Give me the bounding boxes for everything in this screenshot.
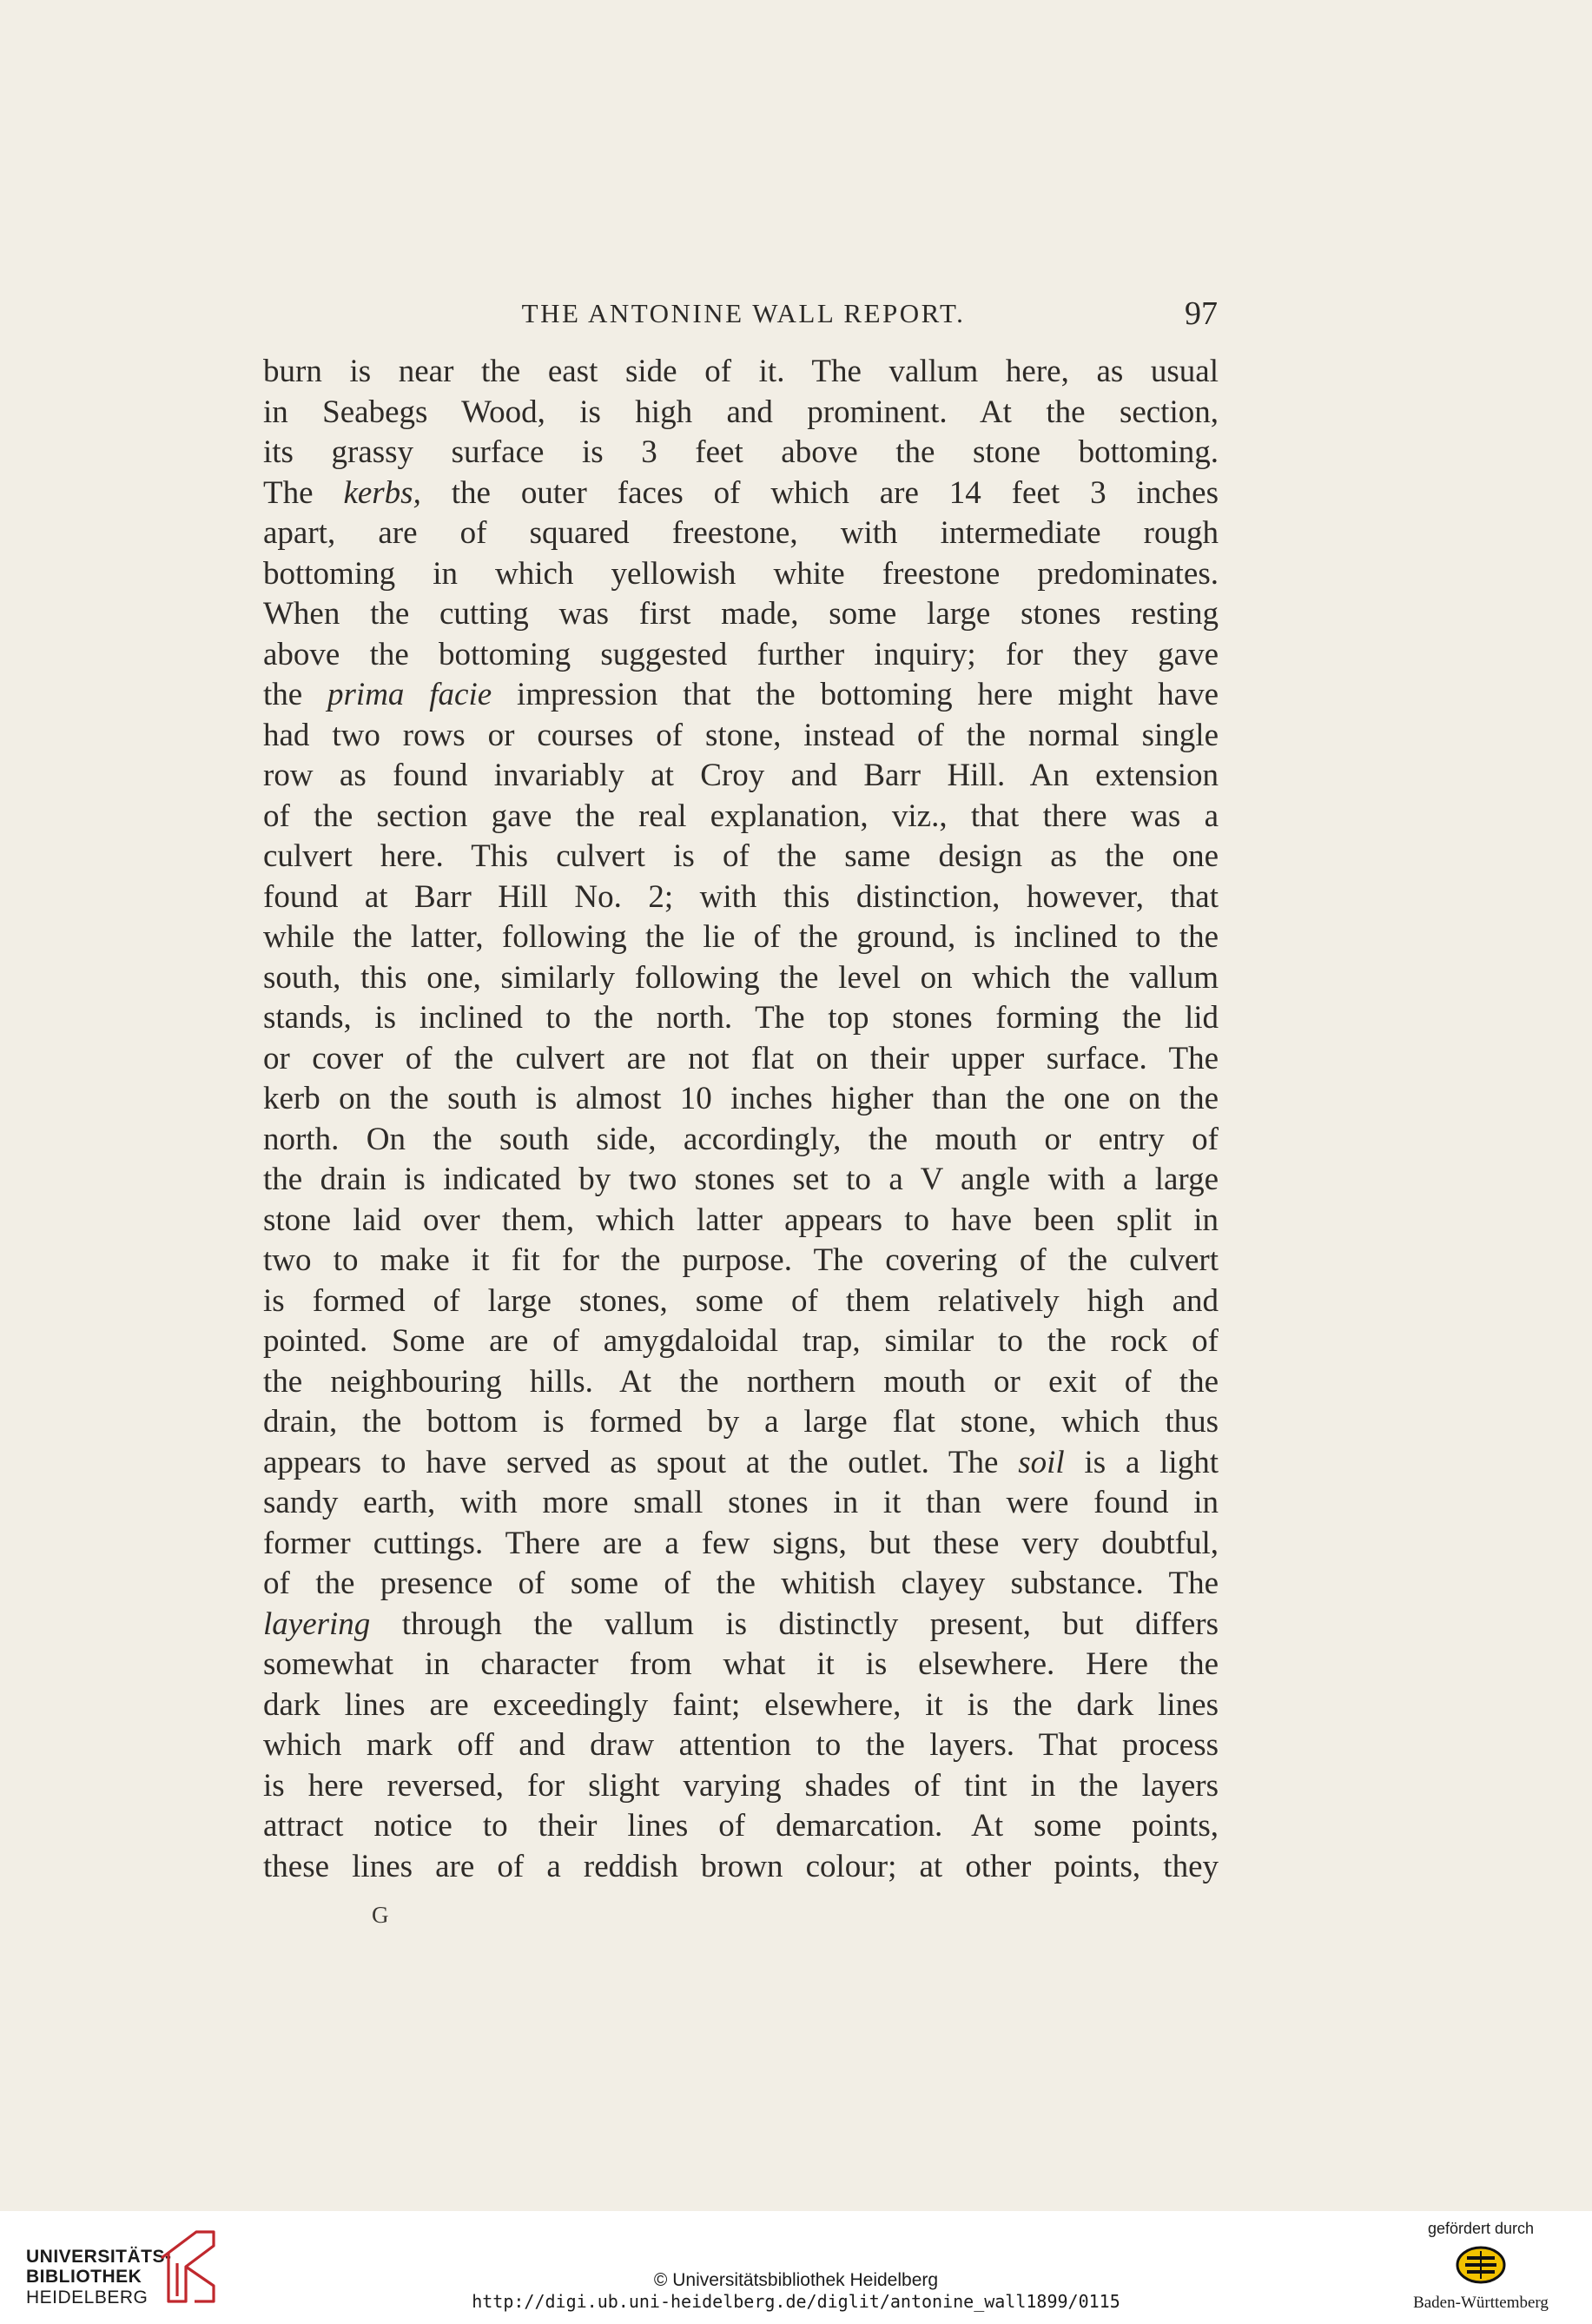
text-run: When the cutting was first made, some large stones resting bbox=[263, 596, 1219, 632]
text-line bbox=[263, 635, 1219, 676]
sponsor-name: Baden-Württemberg bbox=[1413, 2294, 1549, 2312]
text-run: dark lines are exceedingly faint; elsewhere, it is the dark lines bbox=[263, 1686, 1219, 1723]
text-line bbox=[263, 877, 1219, 918]
text-line bbox=[263, 1443, 1219, 1484]
copyright-notice: © Universitätsbibliothek Heidelberg bbox=[653, 2270, 939, 2290]
text-line bbox=[263, 716, 1219, 757]
text-line bbox=[263, 594, 1219, 635]
text-run: above the bottoming suggested further inquiry; for they gave bbox=[263, 636, 1219, 672]
text-line bbox=[263, 958, 1219, 999]
text-run: burn is near the east side of it. The vallum here, as usual bbox=[263, 354, 1219, 389]
text-line bbox=[263, 513, 1219, 554]
running-title: THE ANTONINE WALL REPORT. bbox=[521, 298, 966, 328]
text-line bbox=[263, 1847, 1219, 1888]
italic-term: layering bbox=[263, 1606, 371, 1642]
text-line bbox=[263, 797, 1219, 838]
running-head bbox=[269, 292, 1218, 335]
text-line bbox=[263, 1120, 1219, 1161]
text-line bbox=[263, 393, 1219, 434]
text-run: is formed of large stones, some of them relatively high and bbox=[263, 1282, 1219, 1319]
italic-term: prima facie bbox=[327, 677, 492, 712]
page-number: 97 bbox=[1185, 295, 1218, 332]
text-run: or cover of the culvert are not flat on their upper surface. The bbox=[263, 1040, 1219, 1076]
text-line bbox=[263, 1725, 1219, 1766]
text-run: is here reversed, for slight varying shades of tint in the layers bbox=[263, 1767, 1219, 1804]
source-url[interactable]: http://digi.ub.uni-heidelberg.de/diglit/antonine_wall1899/0115 bbox=[472, 2291, 1120, 2312]
text-line bbox=[263, 1483, 1219, 1524]
text-line bbox=[263, 433, 1219, 473]
text-line bbox=[263, 1402, 1219, 1443]
text-run: The bbox=[263, 474, 344, 511]
text-run: the bbox=[263, 677, 328, 712]
text-line bbox=[263, 554, 1219, 595]
text-run: of the presence of some of the whitish clayey substance. The bbox=[263, 1566, 1219, 1601]
text-run: while the latter, following the lie of the ground, is inclined to the bbox=[263, 919, 1219, 955]
text-run: bottoming in which yellowish white freestone predominates. bbox=[263, 555, 1219, 592]
text-line bbox=[263, 675, 1219, 716]
text-run: culvert here. This culvert is of the same design as the one bbox=[263, 838, 1219, 874]
text-run: somewhat in character from what it is elsewhere. Here the bbox=[263, 1646, 1219, 1682]
text-line bbox=[263, 1806, 1219, 1847]
text-line bbox=[263, 1685, 1219, 1726]
text-run: of the section gave the real explanation, viz., that there was a bbox=[263, 798, 1219, 834]
text-run: the outer faces of which are 14 feet 3 inches bbox=[420, 474, 1219, 511]
text-run: in Seabegs Wood, is high and prominent. At the section, bbox=[263, 394, 1219, 430]
italic-term: kerbs, bbox=[343, 474, 421, 511]
sponsor-label: gefördert durch bbox=[1427, 2220, 1535, 2237]
text-run: kerb on the south is almost 10 inches higher than the one on the bbox=[263, 1081, 1219, 1116]
text-line bbox=[263, 1605, 1219, 1645]
text-line bbox=[263, 1079, 1219, 1120]
baden-wuerttemberg-coat-of-arms-icon bbox=[1455, 2244, 1507, 2286]
text-line bbox=[263, 352, 1219, 393]
text-run: north. On the south side, accordingly, the mouth or entry of bbox=[263, 1121, 1219, 1157]
text-run: row as found invariably at Croy and Barr Hill. An extension bbox=[263, 758, 1219, 793]
text-run: impression that the bottoming here might have bbox=[492, 677, 1219, 712]
text-line bbox=[263, 1524, 1219, 1565]
library-logo-line-1: UNIVERSITÄTS- bbox=[26, 2247, 172, 2267]
text-run: former cuttings. There are a few signs, but these very doubtful, bbox=[263, 1525, 1219, 1561]
text-line bbox=[263, 1241, 1219, 1281]
text-run: stands, is inclined to the north. The top stones forming the lid bbox=[263, 1000, 1219, 1036]
text-line bbox=[263, 1362, 1219, 1403]
text-line bbox=[263, 1160, 1219, 1201]
text-line bbox=[263, 1039, 1219, 1080]
text-line bbox=[263, 998, 1219, 1039]
text-line bbox=[263, 1201, 1219, 1241]
text-run: through the vallum is distinctly present, but differs bbox=[370, 1606, 1219, 1642]
text-run: pointed. Some are of amygdaloidal trap, similar to the rock of bbox=[263, 1323, 1219, 1359]
text-run: which mark off and draw attention to the layers. That process bbox=[263, 1727, 1219, 1763]
text-run: south, this one, similarly following the level on which the vallum bbox=[263, 959, 1219, 996]
text-run: found at Barr Hill No. 2; with this distinction, however, that bbox=[263, 878, 1219, 915]
text-run: two to make it fit for the purpose. The covering of the culvert bbox=[263, 1242, 1219, 1278]
library-logo-line-3: HEIDELBERG bbox=[26, 2288, 149, 2307]
text-line bbox=[263, 1281, 1219, 1322]
text-line bbox=[263, 1564, 1219, 1605]
text-run: sandy earth, with more small stones in it than were found in bbox=[263, 1485, 1219, 1520]
text-line bbox=[263, 917, 1219, 958]
text-run: the neighbouring hills. At the northern mouth or exit of the bbox=[263, 1363, 1219, 1400]
text-run: appears to have served as spout at the outlet. The bbox=[263, 1444, 1019, 1480]
text-run: apart, are of squared freestone, with intermediate rough bbox=[263, 515, 1219, 551]
text-line bbox=[263, 473, 1219, 514]
text-run: the drain is indicated by two stones set to a V angle with a large bbox=[263, 1162, 1219, 1197]
text-line bbox=[263, 1321, 1219, 1362]
text-run: attract notice to their lines of demarcation. At some points, bbox=[263, 1808, 1219, 1844]
library-logo-line-2: BIBLIOTHEK bbox=[26, 2267, 142, 2287]
italic-term: soil bbox=[1018, 1444, 1065, 1480]
text-line bbox=[263, 1645, 1219, 1685]
text-run: had two rows or courses of stone, instead of the normal single bbox=[263, 717, 1219, 753]
text-run: drain, the bottom is formed by a large flat stone, which thus bbox=[263, 1404, 1219, 1440]
text-run: stone laid over them, which latter appears to have been split in bbox=[263, 1202, 1219, 1238]
text-run: is a light bbox=[1064, 1444, 1219, 1480]
text-line bbox=[263, 1766, 1219, 1807]
text-run: its grassy surface is 3 feet above the stone bottoming. bbox=[263, 434, 1219, 470]
text-run: these lines are of a reddish brown colour; at other points, they bbox=[263, 1848, 1219, 1884]
text-line bbox=[263, 756, 1219, 797]
signature-mark: G bbox=[372, 1902, 389, 1928]
text-line bbox=[263, 837, 1219, 877]
body-text bbox=[263, 352, 1219, 1887]
